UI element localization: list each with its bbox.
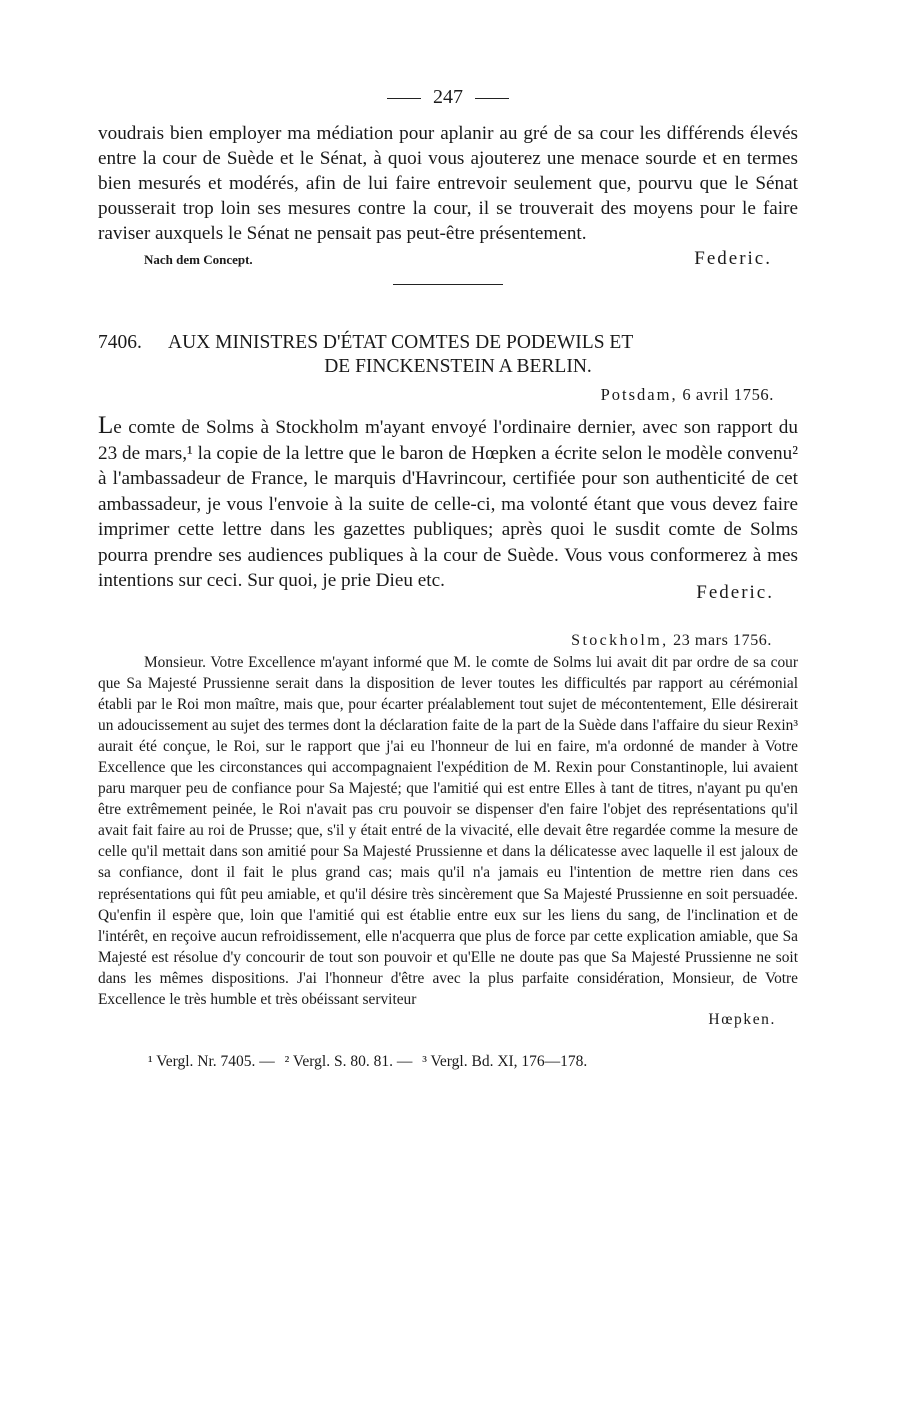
letter-paragraph	[98, 413, 798, 594]
enclosure-text: Monsieur. Votre Excellence m'ayant informé que M. le comte de Solms lui avait dit par ordre de sa cour que Sa Majesté Prussienne serait dans la disposition de lever toutes les difficultés par rapport au cérémonial établi par le Roi mon maître, mais que, pour écarter préalablement tout sujet de mécontentement, Elle désirerait un adoucissement au sujet des termes dont la déclaration faite de la part de la Suède dans l'affaire du sieur Rexin³ aurait été conçue, le Roi, sur le rapport que j'ai eu l'honneur de lui en faire, m'a ordonné de mander à Votre Excellence que les circonstances qui accompagnaient l'expédition de M. Rexin pour Constantinople, lui avaient paru marquer peu de confiance pour Sa Majesté; que l'amitié qui est entre Elles à tant de titres, n'ayant pu qu'en être extrêmement peinée, le Roi n'avait pas cru pouvoir se dispenser d'en faire l'objet des représentations qu'il avait fait faire au roi de Prusse; que, s'il y était entré de la vivacité, elle devait être regardée comme la mesure de celle qu'il mettait dans son amitié pour Sa Majesté Prussienne et dans la délicatesse avec laquelle il est jaloux de sa confiance, dont il fait le plus grand cas; mais qu'il n'a jamais eu l'intention de mettre rien dans ces représentations qui fût peu amiable, et qu'il désire très sincèrement que Sa Majesté Prussienne en soit persuadée. Qu'enfin il espère que, loin que l'amitié qui est établie entre eux sur les liens du sang, de l'inclination et de l'intérêt, en reçoive aucun refroidissement, elle n'acquerra que plus de force par cette explication amiable, que Sa Majesté est résolue d'y concourir de tout son pouvoir et qu'Elle ne doute pas que Sa Majesté Prussienne ne soit dans les mêmes dispositions. J'ai l'honneur d'être avec la plus parfaite considération, Monsieur, de Votre Excellence le très humble et très obéissant serviteur	[98, 653, 798, 1008]
entry-heading	[98, 331, 798, 379]
enclosure-date: 23 mars 1756.	[673, 631, 772, 649]
enclosure-signature: Hœpken.	[708, 1011, 776, 1029]
source-note: Nach dem Concept.	[144, 252, 253, 267]
letter-signature: Federic.	[696, 581, 774, 603]
entry-heading-line-1	[98, 331, 798, 355]
entry-heading-text: AUX MINISTRES D'ÉTAT COMTES DE PODEWILS ET	[168, 332, 634, 353]
enclosure-paragraph	[98, 652, 798, 1011]
continuation-paragraph: voudrais bien employer ma médiation pour aplanir au gré de sa cour les différends élevés entre la cour de Suède et le Sénat, à quoi vous ajouterez une menace sourde et en termes bien mesurés et modérés, afin de lui faire entrevoir seulement que, pourvu que le Sénat pousserait trop loin ses mesures contre la cour, il se trouverait des moyens pour le faire raviser auxquels le Sénat ne pensait pas peut-être présentement.	[98, 123, 798, 244]
dateline	[98, 385, 774, 405]
page-number-line	[98, 86, 798, 109]
signature-row	[98, 248, 798, 270]
entry-heading-line-2: DE FINCKENSTEIN A BERLIN.	[324, 356, 592, 377]
footnote-2: ² Vergl. S. 80. 81. —	[284, 1053, 413, 1071]
signature: Federic.	[694, 248, 772, 269]
initial-letter: L	[98, 412, 114, 439]
divider	[387, 98, 421, 99]
footnote-3: ³ Vergl. Bd. XI, 176—178.	[422, 1053, 588, 1071]
divider	[475, 98, 509, 99]
dateline-place: Potsdam,	[600, 385, 678, 404]
document-page	[98, 86, 798, 1071]
footnotes	[148, 1053, 798, 1071]
section-rule	[393, 284, 503, 285]
page-number: 247	[433, 86, 463, 108]
letter-text: e comte de Solms à Stockholm m'ayant envoyé l'ordinaire dernier, avec son rapport du 23 de mars,¹ la copie de la lettre que le baron de Hœpken a écrite selon le modèle convenu² à l'ambassadeur de France, le marquis d'Havrincour, certifiée pour son authenticité de cet ambassadeur, je vous l'envoie à la suite de celle-ci, ma volonté étant que vous devez faire imprimer cette lettre dans les gazettes publiques; après quoi le susdit comte de Solms pourra prendre ses audiences publiques à la cour de Suède. Vous vous conformerez à mes intentions sur ceci. Sur quoi, je prie Dieu etc.	[98, 417, 798, 591]
enclosure-place: Stockholm,	[571, 631, 669, 649]
entry-number: 7406.	[98, 332, 142, 353]
enclosure-dateline	[98, 632, 772, 650]
dateline-date: 6 avril 1756.	[682, 385, 774, 404]
footnote-1: ¹ Vergl. Nr. 7405. —	[148, 1053, 275, 1071]
